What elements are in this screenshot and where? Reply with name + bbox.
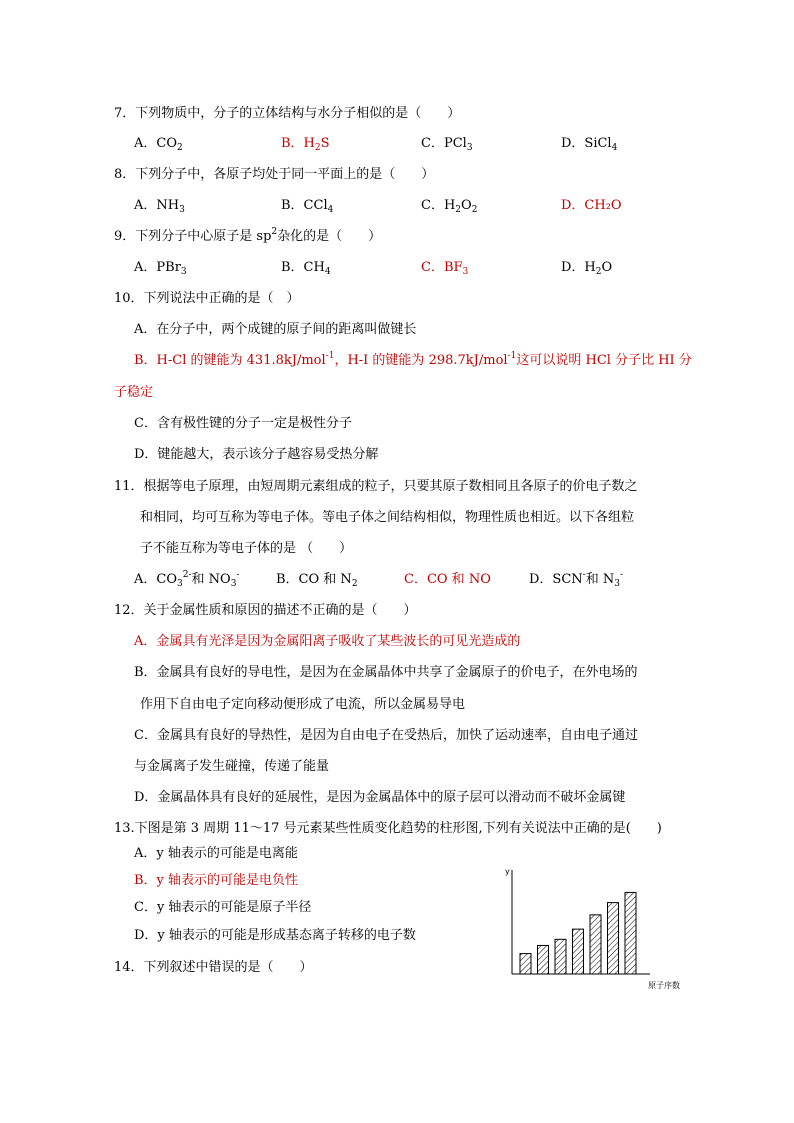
q12-option-d: D．金属晶体具有良好的延展性，是因为金属晶体中的原子层可以滑动而不破坏金属键: [134, 790, 626, 805]
q12-option-b-line2: 作用下自由电子定向移动便形成了电流，所以金属易导电: [140, 697, 466, 712]
x-axis-label: 原子序数: [648, 981, 680, 990]
q8-option-a: A．$NH_3$: [134, 198, 185, 215]
q11-stem-line2: 和相同，均可互称为等电子体。等电子体之间结构相似，物理性质也相近。以下各组粒: [140, 510, 635, 525]
q7-stem: 7．下列物质中，分子的立体结构与水分子相似的是（ ）: [114, 106, 461, 121]
q11-option-a: A．$CO_3^{2-}$和 $NO_3^-$: [134, 570, 240, 589]
q8-option-d: D．CH₂O: [561, 198, 622, 213]
q7-option-a: A．$CO_2$: [134, 136, 183, 153]
q9-stem: 9．下列分子中心原子是 $sp^2$杂化的是（ ）: [114, 227, 382, 244]
q10-option-d: D．键能越大，表示该分子越容易受热分解: [134, 447, 379, 462]
q11-stem-line1: 11．根据等电子原理，由短周期元素组成的粒子，只要其原子数相同且各原子的价电子数之: [114, 479, 638, 494]
q12-option-c-line1: C．金属具有良好的导热性，是因为自由电子在受热后，加快了运动速率，自由电子通过: [134, 728, 638, 743]
q11-stem-line3: 子不能互称为等电子体的是 （ ）: [140, 541, 353, 556]
bar-6: [608, 903, 619, 974]
q10-stem: 10．下列说法中正确的是（ ）: [114, 291, 300, 306]
q13-option-c: C．y 轴表示的可能是原子半径: [134, 900, 312, 915]
q13-option-a: A．y 轴表示的可能是电离能: [134, 846, 298, 861]
bar-5: [590, 915, 601, 974]
bar-7: [625, 892, 636, 974]
q7-option-b: B．$H_2S$: [281, 136, 330, 153]
q14-stem: 14．下列叙述中错误的是（ ）: [114, 960, 313, 975]
q10-option-c: C．含有极性键的分子一定是极性分子: [134, 416, 352, 431]
q12-option-b-line1: B．金属具有良好的导电性，是因为在金属晶体中共享了金属原子的价电子，在外电场的: [134, 665, 638, 680]
y-axis-label: y: [505, 867, 510, 876]
q12-option-c-line2: 与金属离子发生碰撞，传递了能量: [134, 759, 330, 774]
q11-option-c: C．CO 和 NO: [404, 572, 491, 587]
q11-option-b: B．CO 和 $N_2$: [276, 572, 358, 589]
q11-option-d: D．SCN-和 $N_3^-$: [529, 570, 623, 589]
bar-2: [538, 945, 549, 974]
bar-1: [520, 954, 531, 974]
q9-option-d: D．$H_2O$: [561, 260, 613, 277]
trend-bar-chart: [500, 862, 690, 992]
q9-option-a: A．PBr$_3$: [134, 260, 187, 277]
q8-option-c: C．$H_2O_2$: [421, 198, 478, 215]
bar-4: [573, 929, 584, 974]
q13-option-b: B．y 轴表示的可能是电负性: [134, 873, 299, 888]
q12-option-a: A．金属具有光泽是因为金属阳离子吸收了某些波长的可见光造成的: [134, 634, 521, 649]
q9-option-b: B．$CH_4$: [281, 260, 331, 277]
bar-3: [555, 939, 566, 974]
q7-option-d: D．SiCl$_4$: [561, 136, 618, 153]
q10-option-b-cont: 子稳定: [114, 385, 154, 400]
q10-option-b: B．H-Cl 的键能为 431.8kJ/mol$^{-1}$，H-I 的键能为 298.7kJ/mol$^{-1}$这可以说明 HCl 分子比 HI 分: [134, 351, 692, 368]
q8-option-b: B．CCl$_4$: [281, 198, 334, 215]
q13-option-d: D．y 轴表示的可能是形成基态离子转移的电子数: [134, 928, 416, 943]
q9-option-c: C．$BF_3$: [421, 260, 469, 277]
q10-option-a: A．在分子中，两个成键的原子间的距离叫做键长: [134, 322, 417, 337]
q12-stem: 12．关于金属性质和原因的描述不正确的是（ ）: [114, 603, 417, 618]
q7-option-c: C．PCl$_3$: [421, 136, 473, 153]
q8-stem: 8．下列分子中，各原子均处于同一平面上的是（ ）: [114, 167, 435, 182]
q13-stem: 13.下图是第 3 周期 11～17 号元素某些性质变化趋势的柱形图,下列有关说法中正确的是( ): [114, 821, 662, 836]
